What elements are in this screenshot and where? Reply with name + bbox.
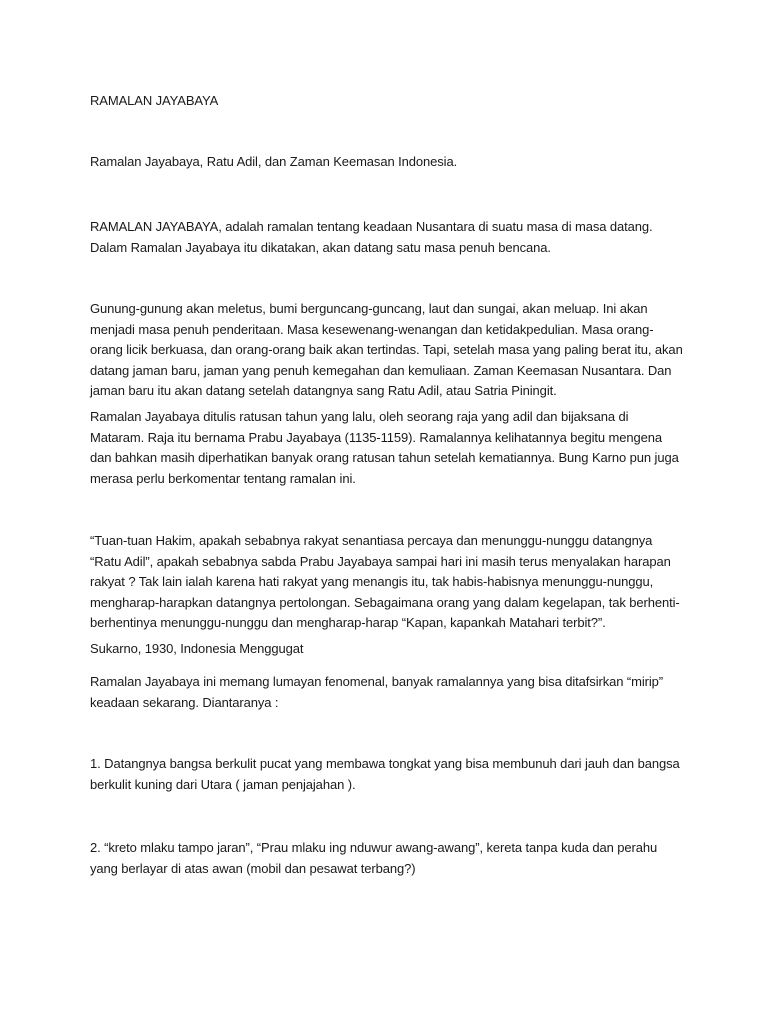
paragraph-disasters: Gunung-gunung akan meletus, bumi berguncang-guncang, laut dan sungai, akan meluap. Ini akan menjadi masa penuh penderitaan. Masa kesewenang-wenangan dan ketidakpedulian. Masa orang-orang licik berkuasa, dan orang-orang baik akan tertindas. Tapi, setelah masa yang paling berat itu, akan datang jaman baru, jaman yang penuh kemegahan dan kemuliaan. Zaman Keemasan Nusantara. Dan jaman baru itu akan datang setelah datangnya sang Ratu Adil, atau Satria Piningit.: [90, 301, 683, 399]
quote-attribution: Sukarno, 1930, Indonesia Menggugat: [90, 641, 304, 656]
paragraph-intro: RAMALAN JAYABAYA, adalah ramalan tentang keadaan Nusantara di suatu masa di masa datang. Dalam Ramalan Jayabaya itu dikatakan, akan datang satu masa penuh bencana.: [90, 219, 653, 255]
document-title: RAMALAN JAYABAYA: [90, 93, 219, 108]
list-item-1: 1. Datangnya bangsa berkulit pucat yang membawa tongkat yang bisa membunuh dari jauh dan bangsa berkulit kuning dari Utara ( jaman penjajahan ).: [90, 756, 680, 792]
list-item-2: 2. “kreto mlaku tampo jaran”, “Prau mlaku ing nduwur awang-awang”, kereta tanpa kuda dan perahu yang berlayar di atas awan (mobil dan pesawat terbang?): [90, 840, 658, 876]
document-subtitle: Ramalan Jayabaya, Ratu Adil, dan Zaman Keemasan Indonesia.: [90, 154, 458, 169]
paragraph-history: Ramalan Jayabaya ditulis ratusan tahun yang lalu, oleh seorang raja yang adil dan bijaksana di Mataram. Raja itu bernama Prabu Jayabaya (1135-1159). Ramalannya kelihatannya begitu mengena dan bahkan masih diperhatikan banyak orang ratusan tahun setelah kematiannya. Bung Karno pun juga merasa perlu berkomentar tentang ramalan ini.: [90, 409, 679, 486]
paragraph-phenomenal: Ramalan Jayabaya ini memang lumayan fenomenal, banyak ramalannya yang bisa ditafsirkan “mirip” keadaan sekarang. Diantaranya :: [90, 674, 664, 710]
quote-sukarno: “Tuan-tuan Hakim, apakah sebabnya rakyat senantiasa percaya dan menunggu-nunggu datangnya “Ratu Adil”, apakah sebabnya sabda Prabu Jayabaya sampai hari ini masih terus menyalakan harapan rakyat ? Tak lain ialah karena hati rakyat yang menangis itu, tak habis-habisnya menunggu-nunggu, mengharap-harapkan datangnya pertolongan. Sebagaimana orang yang dalam kegelapan, tak berhenti-berhentinya menunggu-nunggu dan mengharap-harap “Kapan, kapankah Matahari terbit?”.: [90, 533, 680, 631]
